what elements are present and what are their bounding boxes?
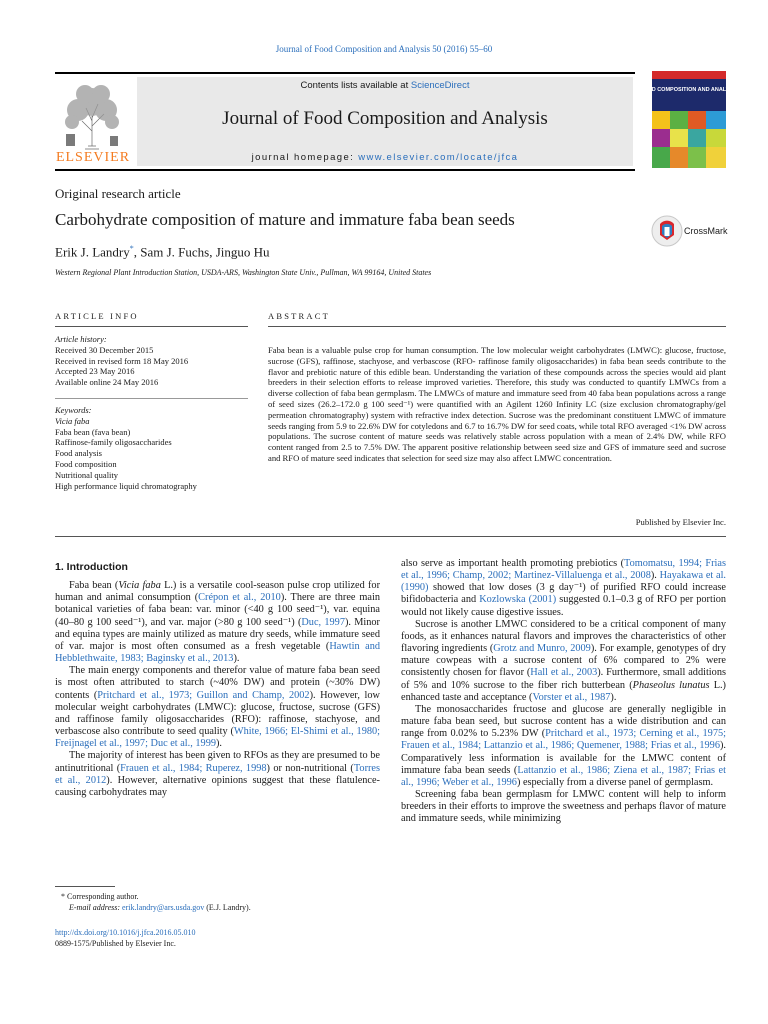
citation-link[interactable]: Grotz and Munro, 2009 (493, 643, 591, 655)
history-revised: Received in revised form 18 May 2016 (55, 355, 189, 366)
paragraph: The monosaccharides fructose and glucose are generally negligible in mature faba bean seed, but sucrose content has a wide distribution and can range from 0.02% to 5.23% DW (Pritchard et al., 1973; Cerning et al., 1975; Frauen et al., 1984; Lattanzio et al., 1986; Quemener, 1988; Frias et al., 1996). Comparatively less information is available for the LMWC content of immature faba bean seeds (Lattanzio et al., 1986; Ziena et al., 1987; Frias et al., 1996; Weber et al., 1996) especially from a diverse panel of germplasm. (401, 703, 726, 788)
paragraph: Screening faba bean germplasm for LMWC content will help to inform breeders in their efforts to improve the sweetness and perhaps flavor of mature and immature seeds, while minimizing (401, 788, 726, 825)
citation-link[interactable]: Pritchard et al., 1973; Cerning et al., 1975; Frauen et al., 1984; Lattanzio et al., 1986; Quemener, 1988; Frias et al., 1996 (401, 728, 726, 752)
abstract-heading: ABSTRACT (268, 311, 330, 321)
citation-link[interactable]: Hayakawa et al. (1990) (401, 570, 727, 594)
article-title: Carbohydrate composition of mature and immature faba bean seeds (55, 210, 515, 229)
citation-link[interactable]: Kozlowska (2001) (479, 594, 557, 606)
section-heading-introduction: 1. Introduction (55, 561, 128, 573)
citation-link[interactable]: Pritchard et al., 1973; Guillon and Champ, 2002 (97, 689, 310, 701)
citation-link[interactable]: Duc, 1997 (301, 616, 345, 628)
article-info-heading: ARTICLE INFO (55, 311, 139, 321)
journal-homepage: journal homepage: www.elsevier.com/locate/jfca (251, 152, 519, 163)
published-by: Published by Elsevier Inc. (635, 517, 726, 527)
paragraph: also serve as important health promoting prebiotics (Tomomatsu, 1994; Frias et al., 1996; Champ, 2002; Martinez-Villaluenga et al., 2008). Hayakawa et al. (1990) showed that low doses (3 g day⁻¹) of purified RFO could increase bifidobacteria and Kozlowska (2001) suggested 0.1–0.3 g of RFO per portion would not likely cause digestive issues. (401, 558, 727, 618)
citation-link[interactable]: Lattanzio et al., 1986; Ziena et al., 1987; Frias et al., 1996; Weber et al., 1996 (401, 764, 726, 788)
abstract-text: Faba bean is a valuable pulse crop for human consumption. The low molecular weight carbohydrates (LMWC): glucose, fructose, sucrose (GFS), raffinose, stachyose, and verbascose (RFO- raffinose family oligosaccharides) in faba bean seeds contribute to the flavor and prebiotic nature of this edible bean. Understanding the variation of these compounds across the species would aid plant breeders in their selection efforts to release improved varieties. Therefore, this study was conducted to quantify LMWCs from a diverse collection of faba bean germplasm. The LMWCs of mature and immature seed from 40 faba bean populations across a range of seed sizes (26.2–172.0 g 100 seed⁻¹) were quantified with an Agilent 1260 Infinity LC (size exclusion chromatography/gel permeation chromatography) system with refractive index detection. Sucrose was the predominant constituent LMWC of immature seeds ranging from 5.9 to 22.6% DW for cotyledons and 6.7 to 16.7% DW for seed coats, while total RFO averaged <1% DW across populations. The sucrose content of mature seeds was relatively stable across population with a mean of 2.4% DW, while RFO content ranged from 2.5 to 7.5% DW. The apparent positive relationship between seed size and GFS of immature seed and sucrose and RFO of mature seed indicates that selection for seed size may also affect LMWC concentration. (268, 345, 726, 463)
contents-line: Contents lists available at ScienceDirect (300, 80, 470, 91)
sciencedirect-link[interactable]: ScienceDirect (410, 80, 470, 91)
journal-reference[interactable]: Journal of Food Composition and Analysis 50 (2016) 55–60 (275, 44, 493, 54)
footnote-mark: * (61, 892, 65, 901)
journal-title: Journal of Food Composition and Analysis (222, 108, 548, 129)
citation-link[interactable]: Hawtin and Hebblethwaite, 1983; Baginsky et al., 2013 (55, 640, 380, 665)
paragraph: Faba bean (Vicia faba L.) is a versatile cool-season pulse crop utilized for human and animal consumption (Crépon et al., 2010). There are three main botanical varieties of faba bean: var. minor (<40 g 100 seed⁻¹), var. equina (40–80 g 100 seed⁻¹), and var. major (>80 g 100 seed⁻¹) (Duc, 1997). Minor and equina types are mainly utilized as mature dry seeds, while immature seed of var. major is most often consumed as a fresh vegetable (Hawtin and Hebblethwaite, 1983; Baginsky et al., 2013). (55, 580, 381, 665)
journal-cover-image[interactable] (639, 71, 739, 168)
header-rule-bottom (55, 169, 635, 171)
citation-link[interactable]: Torres et al., 2012 (55, 762, 381, 786)
paragraph: The majority of interest has been given to RFOs as they are presumed to be antinutritional (Frauen et al., 1984; Ruperez, 1998) or non-nutritional (Torres et al., 2012). However, alternative opinions suggest that these flatulence-causing carbohydrates may (55, 750, 381, 798)
author-name[interactable]: Erik J. Landry (55, 244, 130, 260)
crossmark-label[interactable]: CrossMark (684, 226, 728, 236)
keyword-item: High performance liquid chromatography (55, 480, 197, 491)
citation-link[interactable]: Frauen et al., 1984; Ruperez, 1998 (120, 762, 267, 774)
abstract-bottom-rule (55, 536, 726, 537)
article-history (55, 334, 248, 388)
homepage-link[interactable]: www.elsevier.com/locate/jfca (358, 152, 519, 163)
crossmark-icon[interactable] (651, 215, 683, 247)
paragraph: The main energy components and therefor value of mature faba bean seed is most often attributed to starch (~40% DW) and protein (~30% DW) contents (Pritchard et al., 1973; Guillon and Champ, 2002). However, low molecular weight carbohydrates (LMWC): glucose, fructose, sucrose (GFS) and raffinose family oligosaccharides (RFO): raffinose, stachyose, and verbascose also contribute to seed quality (White, 1966; El-Shimi et al., 1980; Freijnagel et al., 1997; Duc et al., 1999). (55, 665, 380, 750)
footnote: * Corresponding author. E-mail address: erik.landry@ars.usda.gov (E.J. Landry). (61, 892, 251, 912)
author-names: , Sam J. Fuchs, Jinguo Hu (133, 244, 270, 260)
email-link[interactable]: erik.landry@ars.usda.gov (122, 903, 205, 912)
keywords-label: Keywords: (55, 405, 92, 415)
keyword-item: Nutritional quality (55, 469, 119, 480)
cover-title-text: FOOD COMPOSITION AND ANALYSIS (639, 87, 739, 93)
author-list (55, 244, 270, 260)
article-type: Original research article (55, 186, 181, 201)
doi-block (55, 927, 196, 949)
affiliation: Western Regional Plant Introduction Station, USDA-ARS, Washington State Univ., Pullman, WA 99164, United States (55, 268, 432, 277)
keyword-item: Vicia faba (55, 415, 90, 426)
history-received: Received 30 December 2015 (55, 344, 154, 355)
elsevier-wordmark: ELSEVIER (55, 150, 131, 165)
keyword-item: Food analysis (55, 448, 102, 459)
citation-link[interactable]: Crépon et al., 2010 (198, 592, 281, 604)
keyword-item: Raffinose-family oligosaccharides (55, 437, 172, 448)
body-column-left (55, 561, 380, 799)
citation-link[interactable]: Tomomatsu, 1994; Frias et al., 1996; Champ, 2002; Martinez-Villaluenga et al., 2008 (401, 558, 726, 582)
keyword-item: Faba bean (fava bean) (55, 426, 131, 437)
history-accepted: Accepted 23 May 2016 (55, 366, 135, 377)
body-column-right (401, 558, 726, 825)
paragraph: Sucrose is another LMWC considered to be a critical component of many foods, as it enhances natural flavors and improves the characteristics of other flavoring ingredients (Grotz and Munro, 2009). For example, genotypes of dry mature cowpeas with a sucrose content of 6% compared to 2% were consistently chosen for flavor (Hall et al., 2003). Furthermore, small additions of 5% and 10% sucrose to the fiber rich butterbean (Phaseolus lunatus L.) enhanced taste and acceptance (Vorster et al., 1987). (401, 618, 727, 703)
citation-link[interactable]: Vorster et al., 1987 (532, 691, 611, 703)
corresponding-author-mark[interactable]: * (129, 244, 134, 253)
keyword-item: Food composition (55, 458, 117, 469)
header-rule-top (55, 72, 635, 74)
keywords (55, 405, 248, 491)
issn-line: 0889-1575/Published by Elsevier Inc. (55, 939, 176, 948)
info-separator (55, 398, 248, 399)
article-info-rule (55, 326, 248, 327)
doi-link[interactable]: http://dx.doi.org/10.1016/j.jfca.2016.05.010 (55, 928, 196, 937)
history-online: Available online 24 May 2016 (55, 377, 159, 388)
history-label: Article history: (55, 334, 107, 344)
corresponding-author-note: Corresponding author. (65, 892, 139, 901)
citation-link[interactable]: Hall et al., 2003 (530, 667, 598, 679)
citation-link[interactable]: White, 1966; El-Shimi et al., 1980; Freijnagel et al., 1997; Duc et al., 1999 (55, 726, 380, 750)
footnote-rule (55, 886, 115, 887)
abstract-rule (268, 326, 726, 327)
